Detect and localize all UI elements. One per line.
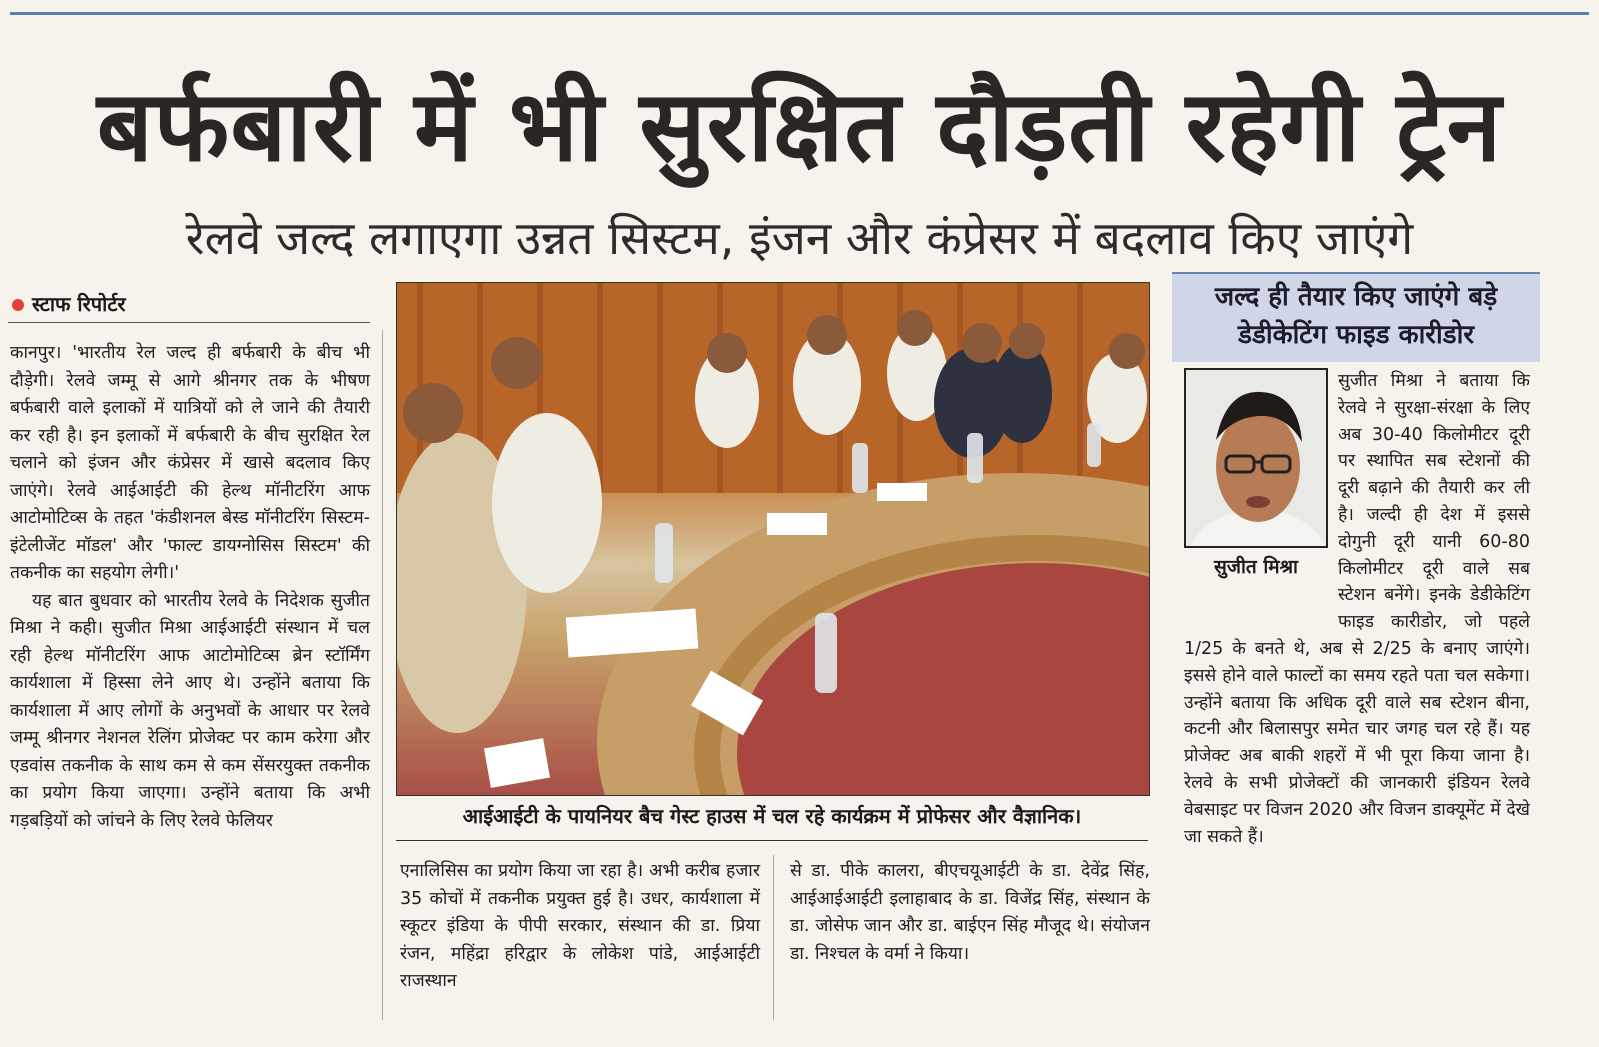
article-paragraph: कानपुर। 'भारतीय रेल जल्द ही बर्फबारी के बीच भी दौड़ेगी। रेलवे जम्मू से आगे श्रीनगर तक के भीषण बर्फबारी वाले इलाकों में यात्रियों को ले जाने की तैयारी कर रही है। इन इलाकों में बर्फबारी के बीच सुरक्षित रेल चलाने को इंजन और कंप्रेसर में खासे बदलाव किए जाएंगे। रेलवे आईआईटी की हेल्थ मॉनीटरिंग आफ आटोमोटिव्स के तहत 'कंडीशनल बेस्ड मॉनीटरिंग सिस्टम-इंटेलीजेंट मॉडल' और 'फाल्ट डायग्नोसिस सिस्टम' की तकनीक का सहयोग लेगी।' xyxy=(10,343,370,583)
photo-caption: आईआईटी के पायनियर बैच गेस्ट हाउस में चल रहे कार्यक्रम में प्रोफेसर और वैज्ञानिक। xyxy=(462,804,1082,828)
byline xyxy=(12,290,126,317)
byline-text: स्टाफ रिपोर्टर xyxy=(32,292,126,316)
article-column-mid2 xyxy=(790,858,1150,968)
sidebar-text: सुजीत मिश्रा ने बताया कि रेलवे ने सुरक्षा-संरक्षा के लिए अब 30-40 किलोमीटर दूरी पर स्थापित सब स्टेशनों की दूरी बढ़ाने की तैयारी कर ली है। जल्दी ही देश में इससे दोगुनी दूरी यानी 60-80 किलोमीटर दूरी वाले सब स्टेशन बनेंगे। इनके डेडीकेटिंग फाइड कारीडोर, जो पहले 1/25 के बनते थे, अब से 2/25 के बनाए जाएंगे। इससे होने वाले फाल्टों का समय रहते पता चल सकेगा। उन्होंने बताया कि अधिक दूरी वाले सब स्टेशन बीना, कटनी और बिलासपुर समेत चार जगह चल रहे हैं। यह प्रोजेक्ट अब बाकी शहरों में भी पूरा किया जाना है। रेलवे के सभी प्रोजेक्टों की जानकारी इंडियन रेलवे वेबसाइट पर विजन 2020 और विजन डाक्यूमेंट में देखे जा सकते हैं। xyxy=(1184,371,1530,847)
byline-rule xyxy=(8,322,370,323)
article-column-mid1 xyxy=(400,858,760,996)
sidebar-body xyxy=(1184,368,1530,850)
article-paragraph: यह बात बुधवार को भारतीय रेलवे के निदेशक सुजीत मिश्रा ने कही। सुजीत मिश्रा आईआईटी संस्थान में चल रही हेल्थ मॉनीटरिंग आफ आटोमोटिव्स ब्रेन स्टॉर्मिंग कार्यशाला में हिस्सा लेने आए थे। उन्होंने बताया कि कार्यशाला में आए लोगों के अनुभवों के आधार पर रेलवे जम्मू श्रीनगर नेशनल रेलिंग प्रोजेक्ट पर काम करेगा और एडवांस तकनीक के साथ कम से कम सेंसरयुक्त तकनीक का प्रयोग किया जाएगा। उन्होंने बताया कि अभी गड़बड़ियों को जांचने के लिए रेलवे फेलियर xyxy=(10,590,370,831)
sidebar-title xyxy=(1172,278,1540,354)
bullet-dot-icon xyxy=(12,299,24,311)
subheadline: रेलवे जल्द लगाएगा उन्नत सिस्टम, इंजन और कंप्रेसर में बदलाव किए जाएंगे xyxy=(185,211,1414,265)
portrait-block xyxy=(1184,368,1328,618)
headline: बर्फबारी में भी सुरक्षित दौड़ती रहेगी ट्रेन xyxy=(96,70,1503,184)
article-paragraph: एनालिसिस का प्रयोग किया जा रहा है। अभी करीब हजार 35 कोचों में तकनीक प्रयुक्त हुई है। उधर, कार्यशाला में स्कूटर इंडिया के पीपी सरकार, संस्थान की डा. प्रिया रंजन, महिंद्रा हरिद्वार के लोकेश पांडे, आईआईटी राजस्थान xyxy=(400,861,760,991)
conference-room-illustration xyxy=(397,283,1149,795)
event-photo xyxy=(396,282,1150,796)
sidebar-title-line: डेडीकेटिंग फाइड कारीडोर xyxy=(1238,320,1474,350)
portrait-photo xyxy=(1184,368,1328,548)
column-rule xyxy=(382,330,383,1020)
portrait-name: सुजीत मिश्रा xyxy=(1214,556,1298,578)
article-paragraph: से डा. पीके कालरा, बीएचयूआईटी के डा. देवेंद्र सिंह, आईआईआईटी इलाहाबाद के डा. विजेंद्र सिंह, संस्थान के डा. जोसेफ जान और डा. बाईएन सिंह मौजूद थे। संयोजन डा. निश्चल के वर्मा ने किया। xyxy=(790,861,1150,964)
top-rule xyxy=(10,12,1589,15)
portrait-illustration xyxy=(1186,370,1326,546)
sidebar-title-line: जल्द ही तैयार किए जाएंगे बड़े xyxy=(1214,282,1498,312)
caption-rule xyxy=(396,840,1148,841)
column-rule xyxy=(773,855,774,1020)
article-column-left xyxy=(10,340,370,835)
